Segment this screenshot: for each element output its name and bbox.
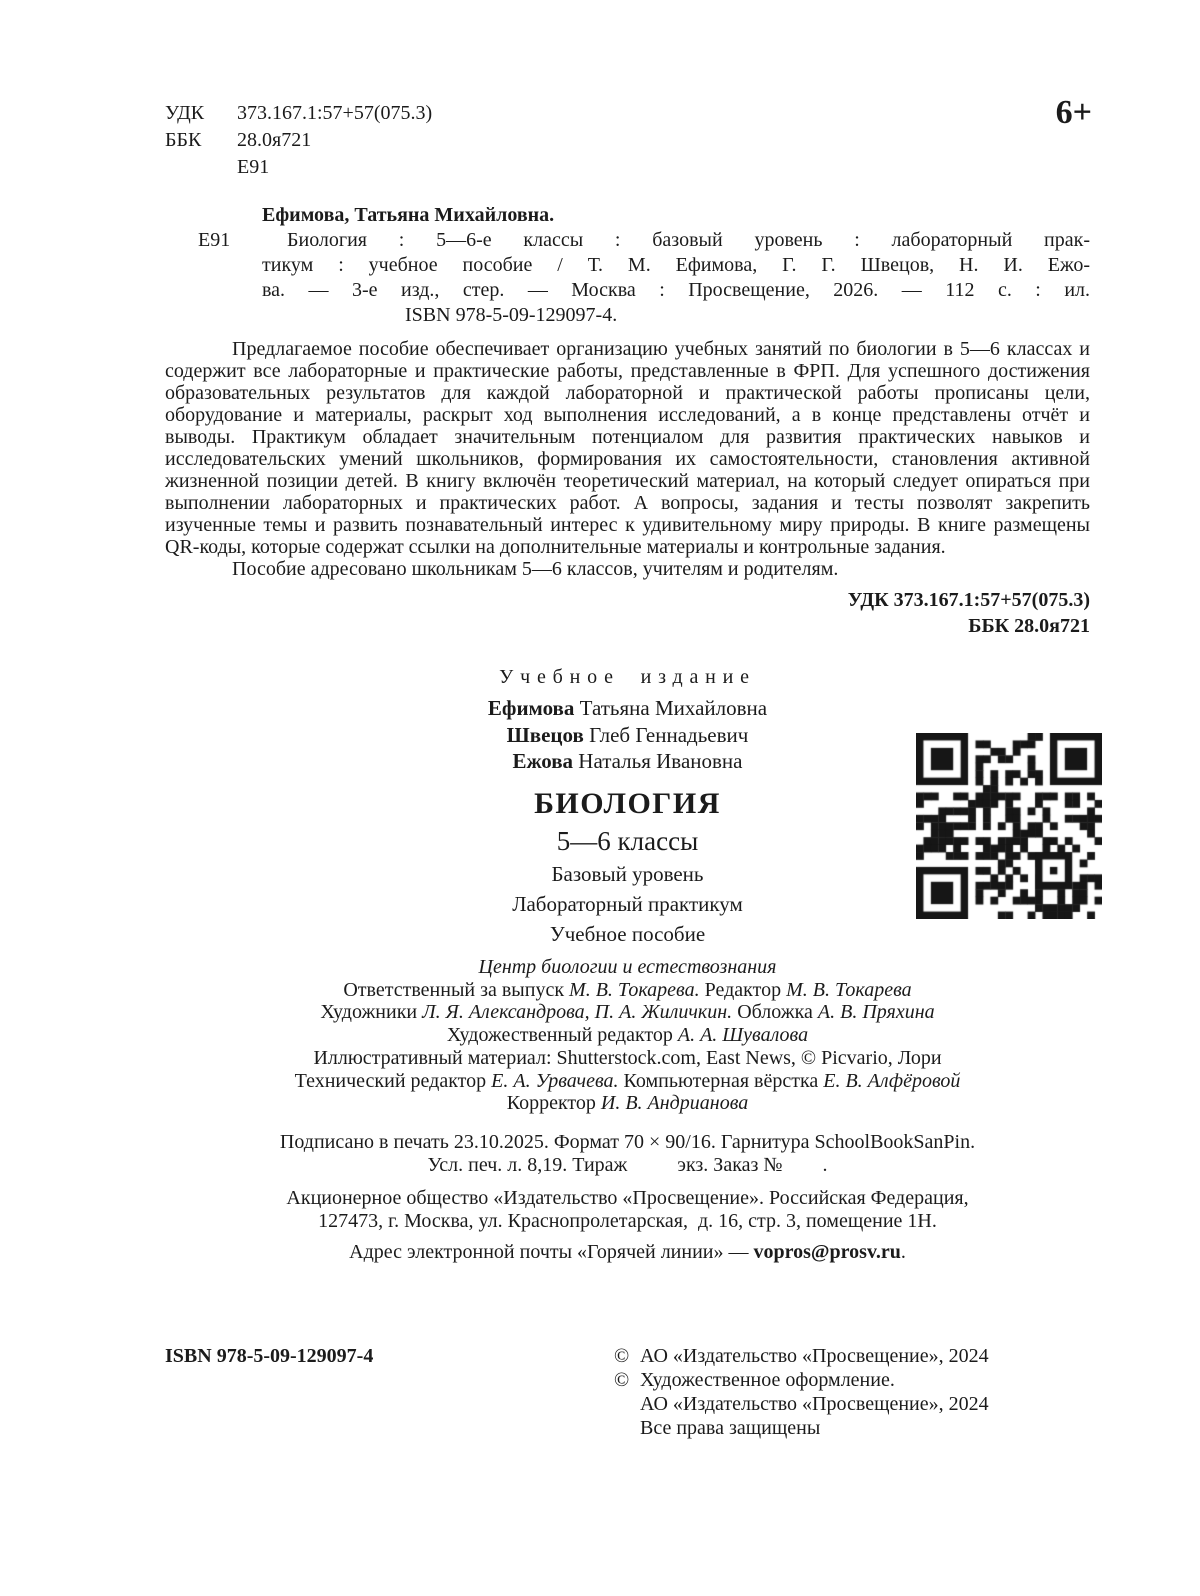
udk-row xyxy=(165,100,1090,127)
catalog-card-line: тикум : учебное пособие / Т. М. Ефимова, Г. Г. Швецов, Н. И. Ежо- xyxy=(262,254,1090,276)
publisher-block xyxy=(165,1187,1090,1233)
age-rating-badge: 6+ xyxy=(1055,94,1092,131)
copyright-text: АО «Издательство «Просвещение», 2024 xyxy=(640,1393,989,1416)
credit-name: А. В. Пряхина xyxy=(817,1001,935,1024)
audience-line: Пособие адресовано школьникам 5—6 классов, учителям и родителям. xyxy=(232,558,839,580)
book-subtitle: Лабораторный практикум xyxy=(512,891,743,916)
credit-role: Корректор xyxy=(506,1092,601,1115)
qr-code xyxy=(916,733,1102,919)
credit-name: А. А. Шувалова xyxy=(677,1024,809,1047)
credit-role: Компьютерная вёрстка xyxy=(618,1069,824,1092)
publisher-line: Акционерное общество «Издательство «Просвещение». Российская Федерация, xyxy=(286,1187,969,1210)
udk-right: УДК 373.167.1:57+57(075.3) xyxy=(847,589,1090,611)
bbk-label: ББК xyxy=(165,129,202,151)
annotation-paragraph: Предлагаемое пособие обеспечивает организацию учебных занятий по биологии в 5—6 классах и содержит все лабораторные и практические работы, представленные в ФРП. Для успешного достижения образовательных результатов для каждой лабораторной и практической работы прописаны цели, оборудование и материалы, раскрыт ход выполнения исследований, а в конце представлены отчёт и выводы. Практикум обладает значительным потенциалом для развития практических навыков и исследовательских умений школьников, формирования их самостоятельности, становления активной жизненной позиции детей. В книгу включён теоретический материал, на который следует опираться при выполнении лабораторных и практических работ. А вопросы, задания и тесты позволят закрепить изученные темы и развить познавательный интерес к удивительному миру природы. В книге размещены QR-коды, которые содержат ссылки на дополнительные материалы и контрольные задания. xyxy=(165,338,1090,558)
publisher-line: 127473, г. Москва, ул. Краснопролетарская, д. 16, стр. 3, помещение 1Н. xyxy=(318,1210,937,1233)
copyright-text: Все права защищены xyxy=(640,1417,821,1440)
author-name: Татьяна Михайловна xyxy=(574,696,768,720)
credit-line-responsible xyxy=(165,979,1090,1002)
book-title: БИОЛОГИЯ xyxy=(534,786,721,820)
credit-role: Художественный редактор xyxy=(446,1024,678,1047)
print-info-block xyxy=(165,1131,1090,1177)
copyright-line xyxy=(614,1392,989,1416)
credit-name: Е. В. Алфёровой xyxy=(823,1069,961,1092)
credit-line-illustrations: Иллюстративный материал: Shutterstock.com, East News, © Picvario, Лори xyxy=(313,1046,942,1069)
email-period: . xyxy=(900,1241,906,1264)
edition-kind: Учебное издание xyxy=(499,666,756,688)
credit-role: Технический редактор xyxy=(294,1069,492,1092)
credit-center-line: Центр биологии и естествознания xyxy=(478,955,777,978)
credit-name: Е. А. Урвачева. xyxy=(491,1069,619,1092)
author-surname: Ежова xyxy=(512,749,574,773)
credit-line-artists xyxy=(165,1001,1090,1024)
hotline-email-line xyxy=(165,1241,1090,1264)
footer-block xyxy=(165,1344,1090,1440)
author-surname: Ефимова xyxy=(487,696,575,720)
copyright-text: АО «Издательство «Просвещение», 2024 xyxy=(640,1345,989,1368)
copyright-mark: © xyxy=(614,1369,630,1392)
copyright-line xyxy=(614,1344,989,1368)
catalog-card-code: Е91 xyxy=(198,229,231,251)
copyright-mark xyxy=(614,1416,640,1440)
credit-role: Ответственный за выпуск xyxy=(343,978,570,1001)
author-line xyxy=(165,695,1090,722)
book-grades: 5—6 классы xyxy=(556,825,699,856)
catalog-card xyxy=(198,228,1090,328)
bbk-right: ББК 28.0я721 xyxy=(968,615,1090,637)
copyright-block xyxy=(614,1344,989,1440)
credit-name: М. В. Токарева. xyxy=(569,978,700,1001)
credit-line-art-editor xyxy=(165,1024,1090,1047)
udk-value: 373.167.1:57+57(075.3) xyxy=(237,102,433,124)
catalog-author-heading: Ефимова, Татьяна Михайловна. xyxy=(262,204,555,226)
copyright-line xyxy=(614,1368,989,1392)
catalog-card-line: ва. — 3-е изд., стер. — Москва : Просвещение, 2026. — 112 с. : ил. xyxy=(262,279,1090,301)
copyright-line xyxy=(614,1416,989,1440)
bbk-row xyxy=(165,127,1090,154)
credit-role: Художники xyxy=(320,1001,423,1024)
copyright-mark xyxy=(614,1392,640,1416)
bbk-value: 28.0я721 xyxy=(237,129,312,151)
udk-label: УДК xyxy=(165,102,205,124)
copyright-text: Художественное оформление. xyxy=(640,1369,895,1392)
print-info-line: Подписано в печать 23.10.2025. Формат 70 × 90/16. Гарнитура SchoolBookSanPin. xyxy=(279,1131,976,1154)
author-sign-code: Е91 xyxy=(237,156,270,178)
credit-line-tech-editor xyxy=(165,1070,1090,1093)
copyright-mark: © xyxy=(614,1345,630,1368)
credit-name: Л. Я. Александрова, П. А. Жиличкин. xyxy=(422,1001,733,1024)
print-info-line: Усл. печ. л. 8,19. Тираж экз. Заказ № . xyxy=(427,1154,828,1177)
credit-name: М. В. Токарева xyxy=(786,978,912,1001)
credit-line-proofreader xyxy=(165,1092,1090,1115)
credit-role: Обложка xyxy=(732,1001,818,1024)
author-name: Наталья Ивановна xyxy=(573,749,743,773)
credit-name: И. В. Андрианова xyxy=(600,1092,749,1115)
author-surname: Швецов xyxy=(506,722,584,747)
hotline-email: vopros@prosv.ru xyxy=(753,1241,901,1264)
author-name: Глеб Геннадьевич xyxy=(583,722,749,747)
catalog-card-line: Биология : 5—6-е классы : базовый уровень : лабораторный прак- xyxy=(287,229,1090,251)
book-type: Учебное пособие xyxy=(549,921,706,946)
book-level: Базовый уровень xyxy=(551,861,704,886)
catalog-isbn: ISBN 978-5-09-129097-4. xyxy=(405,304,618,326)
footer-isbn: ISBN 978-5-09-129097-4 xyxy=(165,1345,374,1368)
email-label: Адрес электронной почты «Горячей линии» — xyxy=(349,1241,754,1264)
credit-role: Редактор xyxy=(699,978,787,1001)
